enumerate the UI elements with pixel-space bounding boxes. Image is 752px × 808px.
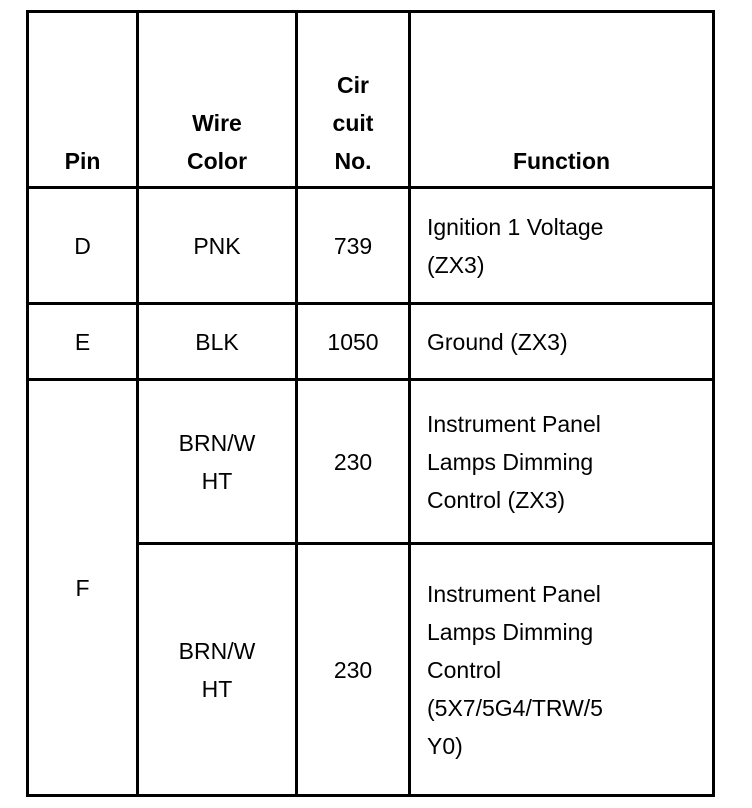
wire-color-cell	[138, 544, 297, 796]
function-line: Control (ZX3)	[427, 486, 566, 513]
pin-cell: E	[28, 304, 138, 380]
function-line: Y0)	[427, 732, 463, 759]
wire-color-line: HT	[201, 467, 233, 494]
pin-cell: F	[28, 380, 138, 796]
circuit-cell: 230	[297, 380, 410, 544]
header-function-label: Function	[512, 148, 611, 174]
table-row	[28, 304, 714, 380]
wire-color-cell	[138, 304, 297, 380]
function-line: (ZX3)	[427, 251, 485, 278]
header-wire-color-line-1: Wire	[192, 110, 242, 136]
header-function	[410, 12, 714, 188]
circuit-cell: 1050	[297, 304, 410, 380]
function-line: Lamps Dimming	[427, 448, 594, 475]
function-cell	[410, 380, 714, 544]
header-pin	[28, 12, 138, 188]
header-circuit-no	[297, 12, 410, 188]
wire-color-line: PNK	[193, 232, 241, 259]
wire-color-line: BRN/W	[178, 637, 256, 664]
function-cell	[410, 304, 714, 380]
wire-color-line: HT	[201, 675, 233, 702]
function-cell	[410, 544, 714, 796]
function-line: Ignition 1 Voltage	[427, 213, 604, 240]
wire-color-line: BLK	[195, 328, 239, 355]
function-line: Lamps Dimming	[427, 618, 594, 645]
header-circuit-line-3: No.	[334, 148, 372, 174]
header-pin-label: Pin	[64, 148, 101, 174]
pin-table	[26, 10, 715, 797]
wire-color-cell	[138, 188, 297, 304]
header-circuit-line-2: cuit	[332, 110, 374, 136]
circuit-cell: 230	[297, 544, 410, 796]
table-row	[28, 188, 714, 304]
wire-color-cell	[138, 380, 297, 544]
function-line: Control	[427, 656, 502, 683]
function-cell	[410, 188, 714, 304]
header-row	[28, 12, 714, 188]
wire-color-line: BRN/W	[178, 429, 256, 456]
function-line: (5X7/5G4/TRW/5	[427, 694, 603, 721]
header-circuit-line-1: Cir	[337, 72, 369, 98]
function-line: Ground (ZX3)	[427, 328, 568, 355]
header-wire-color	[138, 12, 297, 188]
function-line: Instrument Panel	[427, 580, 601, 607]
circuit-cell: 739	[297, 188, 410, 304]
pin-cell: D	[28, 188, 138, 304]
function-line: Instrument Panel	[427, 410, 601, 437]
table-row	[28, 380, 714, 544]
header-wire-color-line-2: Color	[186, 148, 248, 174]
